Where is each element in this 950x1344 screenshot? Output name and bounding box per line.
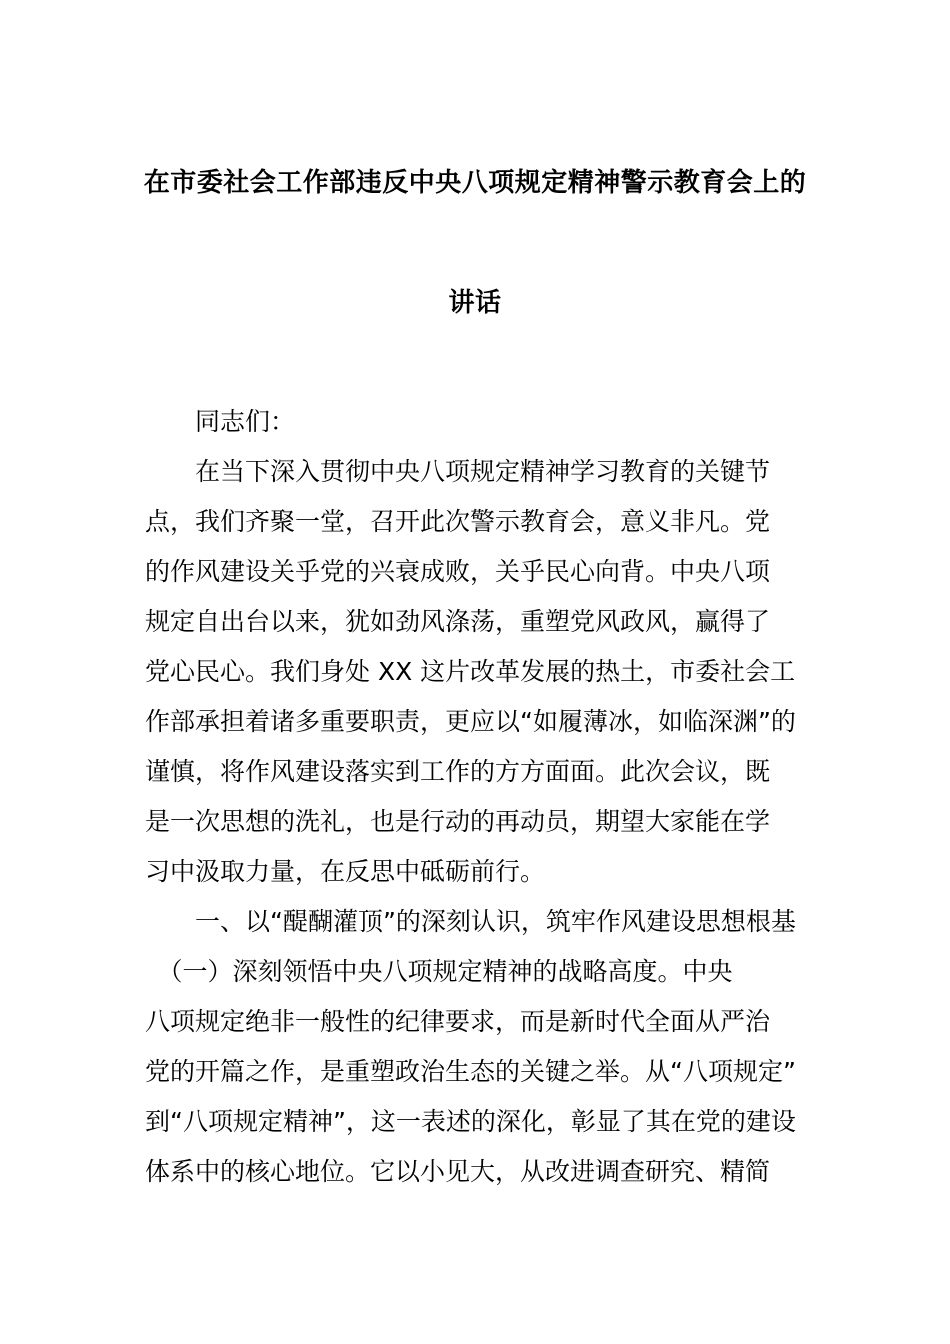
body-line: 到“八项规定精神”，这一表述的深化，彰显了其在党的建设 <box>145 1107 796 1136</box>
document-title-line-1: 在市委社会工作部违反中央八项规定精神警示教育会上的 <box>143 168 807 198</box>
body-line: 在当下深入贯彻中央八项规定精神学习教育的关键节 <box>145 457 771 486</box>
body-line: 体系中的核心地位。它以小见大，从改进调查研究、精简 <box>145 1157 771 1186</box>
body-line: 规定自出台以来，犹如劲风涤荡，重塑党风政风，赢得了 <box>145 607 771 636</box>
body-line: 作部承担着诸多重要职责，更应以“如履薄冰，如临深渊”的 <box>145 707 796 736</box>
section-heading: 一、以“醍醐灌顶”的深刻认识，筑牢作风建设思想根基 <box>145 907 796 936</box>
body-line: 八项规定绝非一般性的纪律要求，而是新时代全面从严治 <box>145 1007 771 1036</box>
body-line: 党心民心。我们身处 XX 这片改革发展的热土，市委社会工 <box>145 657 796 686</box>
body-line: 党的开篇之作，是重塑政治生态的关键之举。从“八项规定” <box>145 1057 796 1086</box>
body-line: 习中汲取力量，在反思中砥砺前行。 <box>145 857 546 886</box>
document-body <box>145 397 805 1197</box>
document-title-line-2: 讲话 <box>448 288 502 318</box>
salutation: 同志们： <box>145 407 296 436</box>
body-line: 的作风建设关乎党的兴衰成败，关乎民心向背。中央八项 <box>145 557 771 586</box>
body-line: 点，我们齐聚一堂，召开此次警示教育会，意义非凡。党 <box>145 507 771 536</box>
body-line: 谨慎，将作风建设落实到工作的方方面面。此次会议，既 <box>145 757 771 786</box>
subsection-heading-line: （一）深刻领悟中央八项规定精神的战略高度。中央 <box>145 957 733 986</box>
body-line: 是一次思想的洗礼，也是行动的再动员，期望大家能在学 <box>145 807 771 836</box>
